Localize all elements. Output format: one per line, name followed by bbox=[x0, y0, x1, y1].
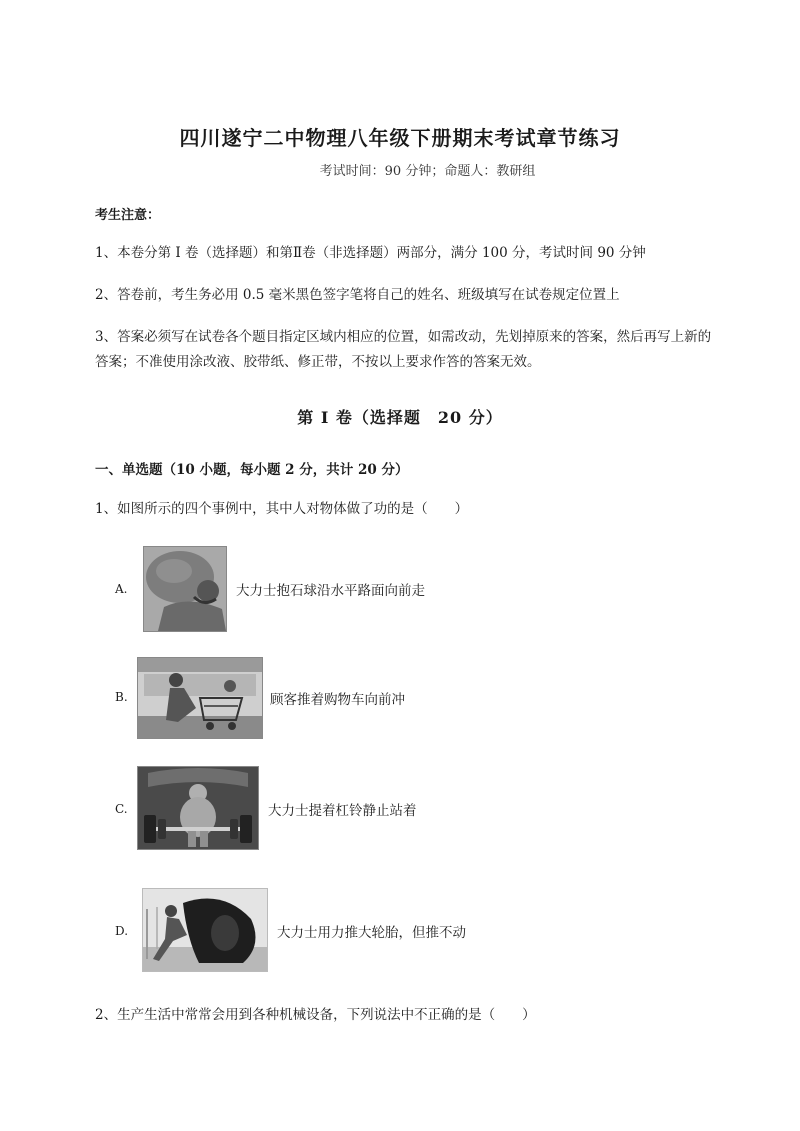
document-subtitle: 考试时间：90 分钟；命题人：教研组 bbox=[319, 164, 536, 179]
option-c-image bbox=[137, 766, 259, 850]
option-d-text: 大力士用力推大轮胎，但推不动 bbox=[277, 925, 466, 941]
question-2-stem: 2、生产生活中常常会用到各种机械设备，下列说法中不正确的是（ ） bbox=[95, 1007, 536, 1023]
document-title: 四川遂宁二中物理八年级下册期末考试章节练习 bbox=[179, 126, 621, 150]
option-b-image bbox=[137, 657, 263, 739]
option-a-text: 大力士抱石球沿水平路面向前走 bbox=[236, 583, 425, 599]
question-1-stem: 1、如图所示的四个事例中，其中人对物体做了功的是（ ） bbox=[95, 501, 469, 517]
notice-item-2: 2、答卷前，考生务必用 0.5 毫米黑色签字笔将自己的姓名、班级填写在试卷规定位置上 bbox=[95, 287, 620, 303]
option-c-text: 大力士提着杠铃静止站着 bbox=[268, 803, 417, 819]
option-d-image bbox=[142, 888, 268, 972]
option-d-letter: D. bbox=[115, 924, 129, 938]
option-a-image bbox=[143, 546, 227, 632]
part-heading: 一、单选题（10 小题，每小题 2 分，共计 20 分） bbox=[95, 462, 409, 478]
option-b-letter: B. bbox=[115, 690, 128, 704]
notice-item-3: 3、答案必须写在试卷各个题目指定区域内相应的位置，如需改动，先划掉原来的答案，然后再写上新的答案；不准使用涂改液、胶带纸、修正带，不按以上要求作答的答案无效。 bbox=[95, 329, 712, 370]
notice-heading: 考生注意： bbox=[95, 208, 161, 223]
option-a-letter: A. bbox=[115, 582, 128, 596]
notice-item-1: 1、本卷分第 I 卷（选择题）和第Ⅱ卷（非选择题）两部分，满分 100 分，考试时间 90 分钟 bbox=[95, 245, 646, 261]
option-c-letter: C. bbox=[115, 802, 128, 816]
section-title: 第 I 卷（选择题 20 分） bbox=[297, 408, 503, 427]
option-b-text: 顾客推着购物车向前冲 bbox=[270, 692, 405, 708]
